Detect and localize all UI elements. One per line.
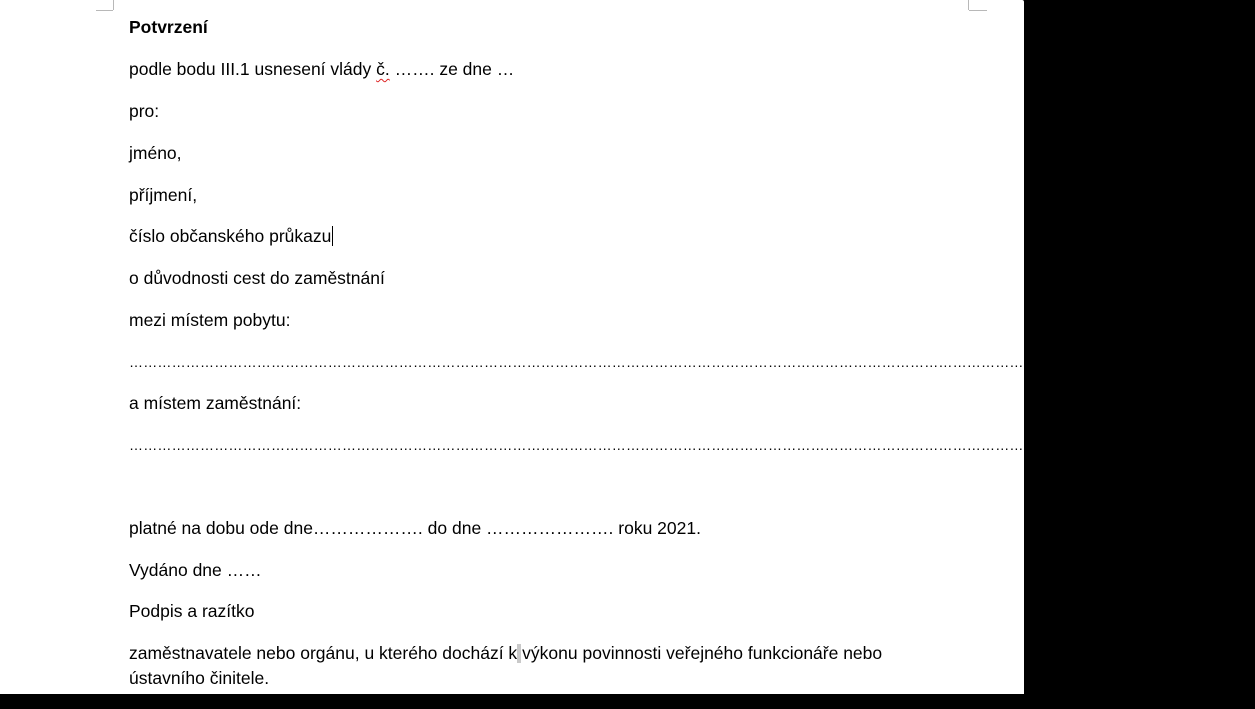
spelling-flag[interactable]: č.	[376, 59, 390, 79]
employer-text-a: zaměstnavatele nebo orgánu, u kterého dochází k	[129, 643, 518, 663]
residence-dotted-field[interactable]: ………………………………………………………………………………………………………………………………………………………………………………………………………………….	[129, 354, 1255, 370]
resolution-tail: ……. ze dne …	[389, 59, 515, 79]
residence-line[interactable]: mezi místem pobytu:	[129, 310, 291, 330]
margin-corner-mark-right	[968, 0, 969, 10]
resolution-text: podle bodu III.1 usnesení vlády	[129, 59, 377, 79]
employer-text-b: výkonu povinnosti veřejného funkcionáře nebo	[522, 643, 883, 663]
margin-corner-mark-right-h	[969, 10, 987, 11]
id-card-line[interactable]	[129, 225, 333, 247]
validity-line[interactable]: platné na dobu ode dne………………. do dne …………………. roku 2021.	[129, 518, 701, 538]
selection-highlight	[517, 644, 521, 663]
surname-line[interactable]: příjmení,	[129, 185, 198, 205]
text-cursor	[332, 226, 333, 246]
reason-line[interactable]: o důvodnosti cest do zaměstnání	[129, 268, 385, 288]
employer-line-continued[interactable]: ústavního činitele.	[129, 668, 270, 688]
name-line[interactable]: jméno,	[129, 143, 182, 163]
workplace-dotted-field[interactable]: ………………………………………………………………………………………………………………………………………………………………………………………………………………….	[129, 437, 1255, 453]
issued-line[interactable]: Vydáno dne ……	[129, 560, 262, 580]
resolution-line[interactable]	[129, 58, 514, 80]
for-line[interactable]: pro:	[129, 101, 160, 121]
id-card-text: číslo občanského průkazu	[129, 226, 332, 246]
signature-line[interactable]: Podpis a razítko	[129, 601, 255, 621]
margin-corner-mark-left	[113, 0, 114, 10]
workplace-line[interactable]: a místem zaměstnání:	[129, 393, 302, 413]
document-title[interactable]: Potvrzení	[129, 17, 208, 37]
margin-corner-mark-left-h	[96, 10, 113, 11]
employer-line[interactable]	[129, 642, 882, 664]
